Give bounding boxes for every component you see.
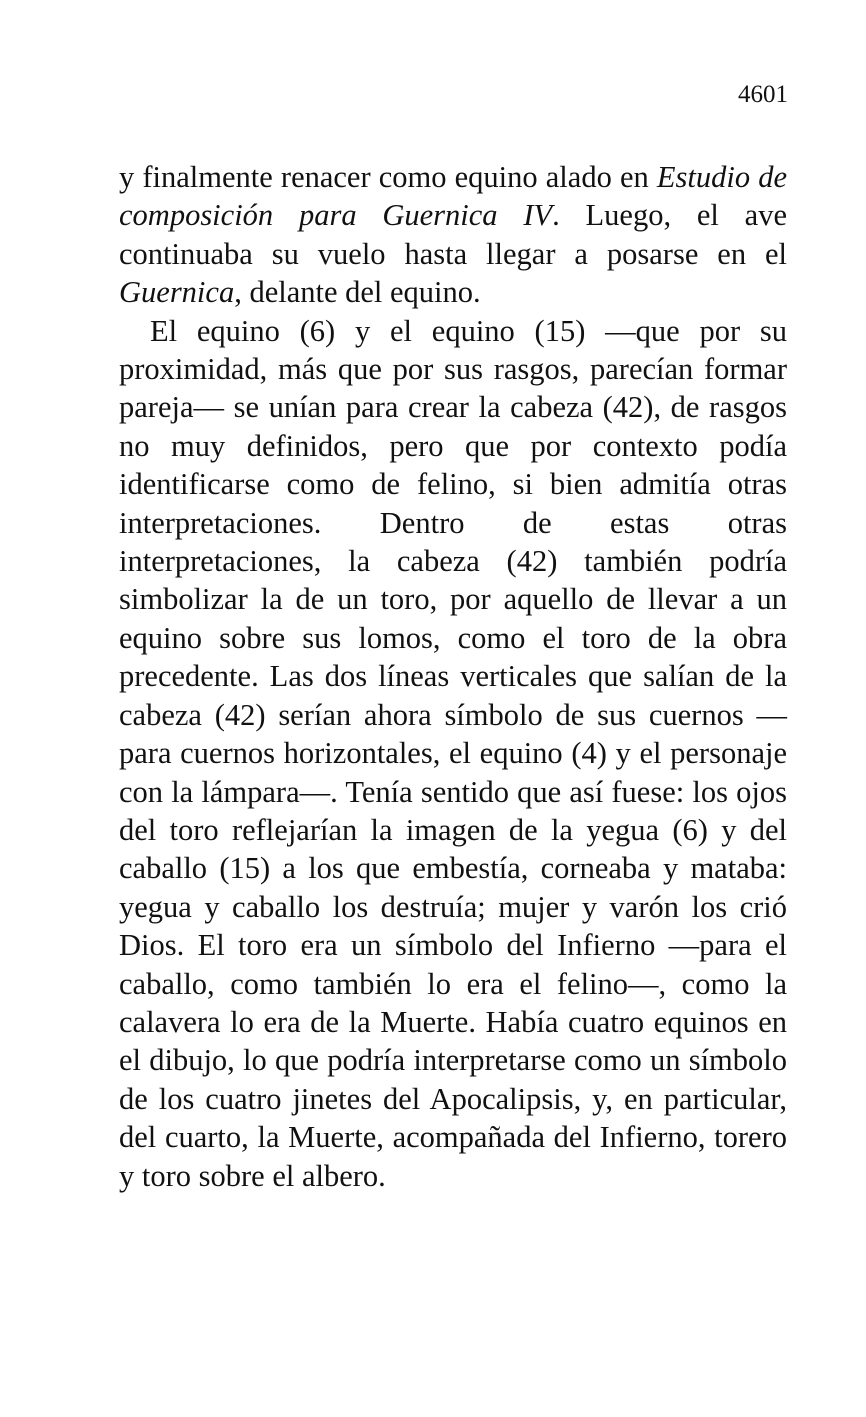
paragraph-1-text-cont: . Luego, el ave continuaba su vuelo hasta llegar a posarse en el xyxy=(119,198,787,271)
paragraph-1 xyxy=(119,158,787,312)
page-number: 4601 xyxy=(738,81,788,108)
paragraph-2-text: El equino (6) y el equino (15) —que por su proximidad, más que por sus rasgos, parecían formar pareja— se unían para crear la cabeza (42), de rasgos no muy definidos, pero que por contexto podía identificarse como de felino, si bien admitía otras interpretaciones. Dentro de estas otras interpretaciones, la cabeza (42) también podría simbolizar la de un toro, por aquello de llevar a un equino sobre sus lomos, como el toro de la obra precedente. Las dos líneas verticales que salían de la cabeza (42) serían ahora símbolo de sus cuernos —para cuernos horizontales, el equino (4) y el personaje con la lámpara—. Tenía sentido que así fuese: los ojos del toro reflejarían la imagen de la yegua (6) y del caballo (15) a los que embestía, corneaba y mataba: yegua y caballo los destruía; mujer y varón los crió Dios. El toro era un símbolo del Infierno —para el caballo, como también lo era el felino—, como la calavera lo era de la Muerte. Había cuatro equinos en el dibujo, lo que podría interpretarse como un símbolo de los cuatro jinetes del Apocalipsis, y, en particular, del cuarto, la Muerte, acompañada del Infierno, torero y toro sobre el albero. xyxy=(119,313,787,1193)
paragraph-2 xyxy=(119,312,787,1195)
paragraph-1-text-end: , delante del equino. xyxy=(234,275,481,310)
italic-title-guernica: Guernica xyxy=(119,275,235,310)
body-text xyxy=(119,158,787,1195)
italic-title-estudio: Estudio de composición para Guernica IV xyxy=(119,160,787,233)
paragraph-1-text: y finalmente renacer como equino alado en xyxy=(119,160,657,194)
